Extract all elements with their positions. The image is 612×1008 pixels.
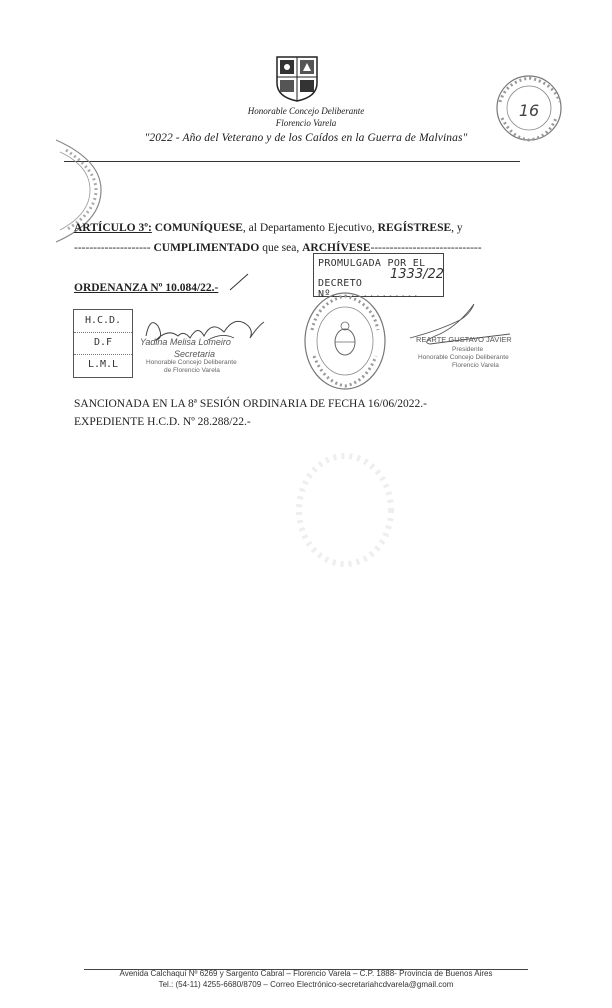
secretary-name: Yadina Melisa Lomeiro [140,337,231,347]
hcd-row: L.M.L [87,359,119,370]
article-text-2: , y [451,222,463,234]
promulgation-line1: PROMULGADA POR EL [318,258,426,269]
folio-number: 16 [518,101,540,120]
org-name: Honorable Concejo Deliberante [247,106,365,116]
article-keyword-3: CUMPLIMENTADO [153,242,260,254]
secretary-org-line2: de Florencio Varela [164,367,220,374]
secretary-org-line1: Honorable Concejo Deliberante [146,359,237,366]
article-dashes-1: -------------------- [74,242,151,254]
hcd-initials-box [73,309,133,378]
promulgation-line2: DECRETO Nº.............. [318,278,420,300]
sanction-line: SANCIONADA EN LA 8ª SESIÓN ORDINARIA DE FECHA 16/06/2022.- [74,398,427,410]
council-seal [302,290,388,392]
footer-contact: Tel.: (54-11) 4255-6680/8709 – Correo Electrónico-secretariahcdvarela@gmail.com [158,980,454,989]
article-3 [74,218,522,258]
hcd-row: H.C.D. [74,310,132,333]
ordinance-number: ORDENANZA Nº 10.084/22.- [74,282,219,294]
article-keyword-2: REGÍSTRESE [377,222,452,234]
expediente-line: EXPEDIENTE H.C.D. Nº 28.288/22.- [74,416,251,428]
header-divider [64,161,520,162]
handwritten-check-mark [228,272,250,292]
article-text-3: que sea, [262,242,300,254]
president-name: REARTE GUSTAVO JAVIER [416,335,512,344]
article-label: ARTÍCULO 3º: [74,222,152,234]
municipal-crest-icon [275,55,319,103]
decree-number: 1333/22 [390,267,445,282]
hcd-row: D.F [74,332,132,355]
article-text-1: , al Departamento Ejecutivo, [242,222,375,234]
president-org-line1: Honorable Concejo Deliberante [418,354,509,361]
article-dashes-2: ----------------------------- [370,242,482,254]
article-keyword-4: ARCHÍVESE [302,242,371,254]
president-role: Presidente [452,346,484,353]
folio-stamp [486,72,572,144]
president-org-line2: Florencio Varela [452,362,499,369]
secretary-role: Secretaria [174,349,216,359]
footer-address: Avenida Calchaquí Nº 6269 y Sargento Cabral – Florencio Varela – C.P. 1888- Provincia de Buenos Aires [119,969,493,978]
faint-watermark-seal [290,450,400,570]
org-city: Florencio Varela [275,118,337,128]
article-keyword-1: COMUNÍQUESE [154,222,243,234]
year-motto: "2022 - Año del Veterano y de los Caídos en la Guerra de Malvinas" [144,132,468,144]
